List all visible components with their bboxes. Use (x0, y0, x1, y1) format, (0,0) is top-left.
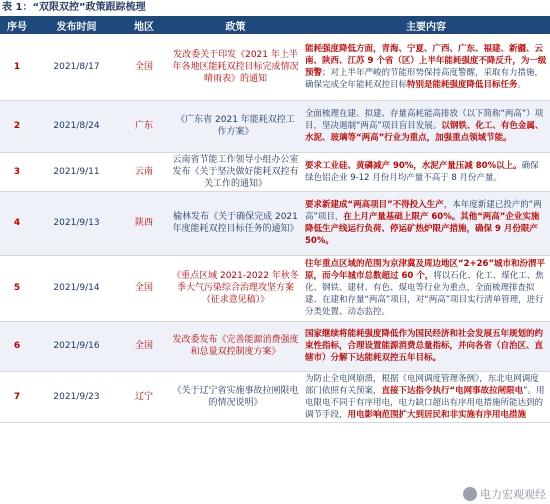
header-date: 发布时间 (34, 16, 119, 34)
cell-content (302, 371, 550, 422)
cell-policy: 发改委关于印发《2021 年上半年各地区能耗双控目标完成情况晴雨表》的通知 (169, 34, 302, 100)
watermark (463, 486, 546, 502)
cell-no: 3 (0, 152, 34, 191)
cell-no: 4 (0, 191, 34, 255)
content-segment: 特别是能耗强度降低目标任务 (407, 79, 518, 90)
cell-date: 2021/9/23 (34, 371, 119, 422)
content-segment: ”。用电限电不同于有序用电，电力缺口超出有序用电措施所能达到的调节手段， (305, 385, 545, 420)
cell-area: 全国 (119, 321, 169, 371)
cell-no: 6 (0, 321, 34, 371)
cell-date: 2021/9/11 (34, 152, 119, 191)
cell-policy: 《重点区域 2021-2022 年秋冬季大气污染综合治理攻坚方案（征求意见稿）》 (169, 255, 302, 321)
cell-policy: 榆林发布《关于确保完成 2021 年度能耗双控目标任务的通知》 (169, 191, 302, 255)
cell-policy: 《广东省 2021 年能耗双控工作方案》 (169, 100, 302, 152)
content-segment: 将以石化、化工、煤化工、焦化、钢铁、建材、有色、煤电等行业为重点，全面梳理排查拟建、在建和存量“两高”项目，对“两高”项目实行清单管理，进行分类处置、动态监控。 (305, 271, 544, 317)
table-row (0, 371, 550, 422)
content-segment: 往年重点区域的范围为京津冀及周边地区“2+26”城市和汾渭平原，而今年城市总数超过 60 个， (305, 259, 546, 281)
cell-policy: 发改委发布《完善能源消费强度和总量双控制度方案》 (169, 321, 302, 371)
content-segment: ，本年度新建已投产的“两高”项目， (305, 200, 542, 222)
header-policy: 政策 (169, 16, 302, 34)
wechat-icon (463, 487, 477, 501)
content-segment: ；对上半年严峻的节能形势保持高度警醒，采取有力措施，确保完成全年能耗双控目标 (305, 67, 544, 90)
table-row (0, 100, 550, 152)
cell-area: 辽宁 (119, 371, 169, 422)
cell-date: 2021/8/17 (34, 34, 119, 100)
cell-no: 2 (0, 100, 34, 152)
table-row (0, 34, 550, 100)
content-segment: 确保绿色铝企业 9-12 月份月均产量不高于 8 月份产量。 (305, 160, 539, 183)
content-segment: 能耗强度降低方面，青海、宁夏、广西、广东、福建、新疆、云南、陕西、江苏 9 个省（区）上半年能耗强度不降反升，为一级预警 (305, 43, 547, 78)
content-segment: 直接下达指令执行“电网事故拉闸限电 (381, 385, 524, 396)
watermark-text: 电力宏观观经 (480, 488, 546, 501)
content-segment: 为防止全电网崩溃，根据《电网调度管理条例》，东北电网调度部门依照有关预案， (305, 373, 539, 396)
cell-content (302, 34, 550, 100)
cell-area: 云南 (119, 152, 169, 191)
cell-policy: 云南省节能工作领导小组办公室发布《关于坚决做好能耗双控有关工作的通知》 (169, 152, 302, 191)
cell-date: 2021/9/16 (34, 321, 119, 371)
table-row (0, 191, 550, 255)
cell-content (302, 255, 550, 321)
cell-date: 2021/9/14 (34, 255, 119, 321)
cell-content (302, 191, 550, 255)
content-segment: 全面梳理在建、拟建、存量高耗能高排放（以下简称“两高”）项目，坚决遏制“两高”项目盲目发展。 (305, 109, 544, 131)
cell-content (302, 321, 550, 371)
content-segment: 国家继续将能耗强度降低作为国民经济和社会发展五年规划的约束性指标，合理设置能源消费总量指标，并向各省（自治区、直辖市）分解下达能耗双控五年目标。 (305, 329, 544, 363)
cell-area: 全国 (119, 34, 169, 100)
table-row (0, 152, 550, 191)
cell-area: 广东 (119, 100, 169, 152)
policy-table (0, 16, 550, 423)
header-area: 地区 (119, 16, 169, 34)
table-row (0, 321, 550, 371)
table-body (0, 34, 550, 422)
cell-no: 5 (0, 255, 34, 321)
content-segment: 用电影响范围扩大到居民和非实施有序用电措施 (347, 409, 527, 420)
table-header-row (0, 16, 550, 34)
content-segment: 要求工业硅、黄磷减产 90%，水泥产量压减 80%以上。 (305, 160, 522, 171)
cell-content (302, 100, 550, 152)
content-segment: 在上月产量基础上限产 60%。其他“两高”企业实施降低生产线运行负荷、停运矿热炉限产措施，确保 9 月份限产 50%。 (305, 212, 540, 246)
table-row (0, 255, 550, 321)
header-content: 主要内容 (302, 16, 550, 34)
content-segment: 以钢铁、化工、有色金属、水泥、玻璃等“两高”行业为重点，加强重点领域节能。 (305, 121, 544, 143)
content-segment: 。 (517, 79, 527, 90)
table-caption: 表 1：“双限双控”政策跟踪梳理 (2, 2, 146, 13)
cell-no: 7 (0, 371, 34, 422)
cell-policy: 《关于辽宁省实施事故拉闸限电的情况说明》 (169, 371, 302, 422)
cell-no: 1 (0, 34, 34, 100)
cell-area: 陕西 (119, 191, 169, 255)
cell-area: 全国 (119, 255, 169, 321)
cell-date: 2021/9/13 (34, 191, 119, 255)
cell-date: 2021/8/24 (34, 100, 119, 152)
cell-content (302, 152, 550, 191)
content-segment: 要求新建成“两高项目”不得投入生产 (305, 200, 444, 210)
header-no: 序号 (0, 16, 34, 34)
